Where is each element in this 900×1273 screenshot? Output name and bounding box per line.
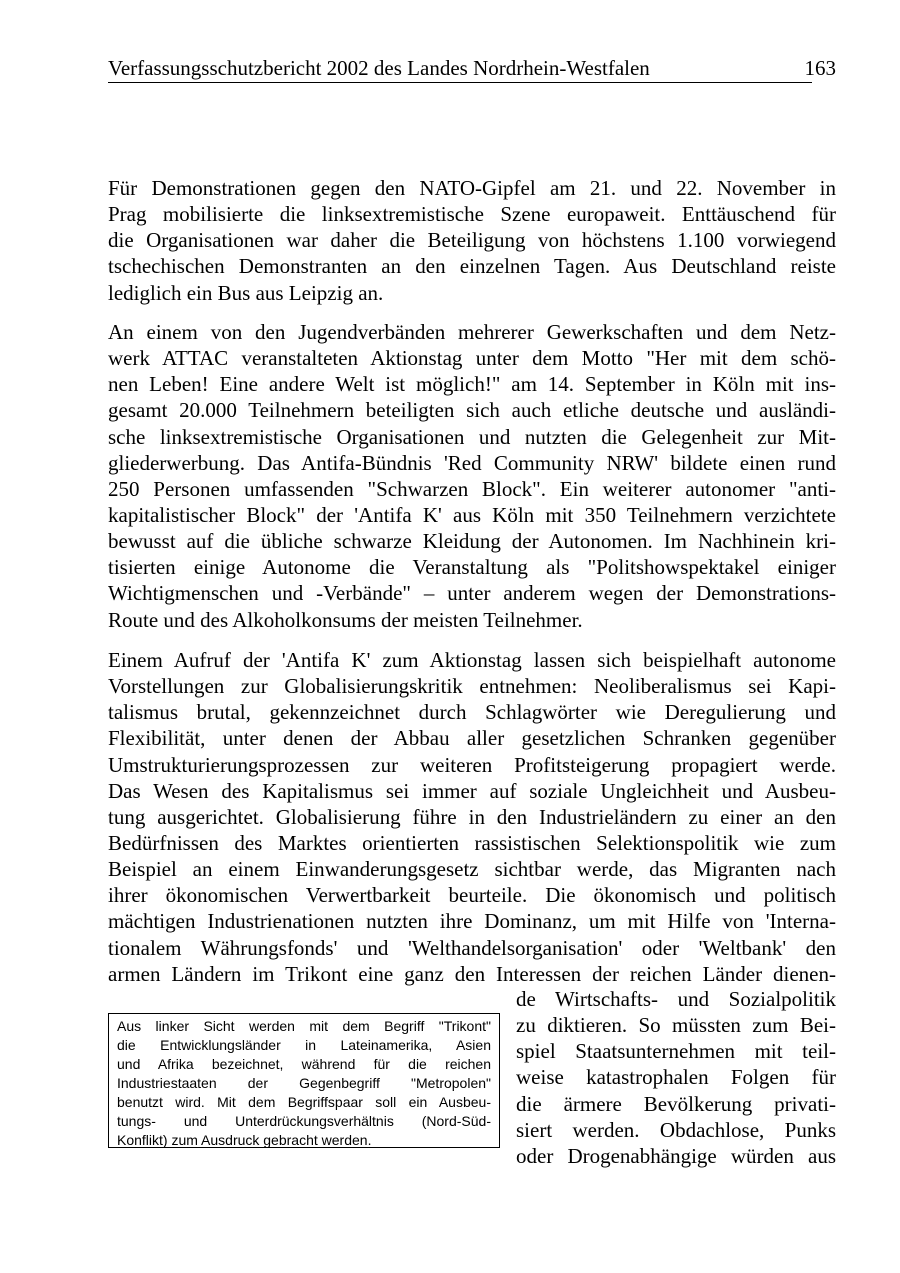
note-line: tungs- und Unterdrückungsverhältnis (Nord-Süd- xyxy=(117,1113,491,1129)
note-line: und Afrika bezeichnet, während für die reichen xyxy=(117,1056,491,1072)
text-line: Das Wesen des Kapitalismus sei immer auf soziale Ungleichheit und Ausbeu- xyxy=(108,778,836,803)
sidebar-note-trikont xyxy=(108,1013,500,1148)
note-line: Aus linker Sicht werden mit dem Begriff "Trikont" xyxy=(117,1018,491,1034)
text-line: Einem Aufruf der 'Antifa K' zum Aktionstag lassen sich beispielhaft autonome xyxy=(108,648,836,672)
text-line: Bedürfnissen des Marktes orientierten rassistischen Selektionspolitik wie zum xyxy=(108,830,836,855)
text-line: Für Demonstrationen gegen den NATO-Gipfel am 21. und 22. November in xyxy=(108,176,836,200)
text-line: die Organisationen war daher die Beteiligung von höchstens 1.100 vorwiegend xyxy=(108,228,836,253)
text-line: Route und des Alkoholkonsums der meisten Teilnehmer. xyxy=(108,607,583,632)
text-line: Vorstellungen zur Globalisierungskritik entnehmen: Neoliberalismus sei Kapi- xyxy=(108,674,836,699)
text-line: An einem von den Jugendverbänden mehrerer Gewerkschaften und dem Netz- xyxy=(108,320,836,344)
text-line: Prag mobilisierte die linksextremistische Szene europaweit. Enttäuschend für xyxy=(108,202,836,227)
text-line: zu diktieren. So müssten zum Bei- xyxy=(516,1013,836,1038)
text-line: tung ausgerichtet. Globalisierung führe in den Industrieländern zu einer an den xyxy=(108,804,836,829)
text-line: de Wirtschafts- und Sozialpolitik xyxy=(516,987,836,1011)
paragraph-action-day xyxy=(108,319,836,633)
text-line: die ärmere Bevölkerung privati- xyxy=(516,1091,836,1116)
text-line: tschechischen Demonstranten an den einzelnen Tagen. Aus Deutschland reiste xyxy=(108,254,836,279)
text-line: Beispiel an einem Einwanderungsgesetz sichtbar werde, das Migranten nach xyxy=(108,857,836,882)
text-line: armen Ländern im Trikont eine ganz den Interessen der reichen Länder dienen- xyxy=(108,961,836,986)
header-rule xyxy=(108,82,812,83)
text-line: siert werden. Obdachlose, Punks xyxy=(516,1117,836,1142)
note-line: benutzt wird. Mit dem Begriffspaar soll ein Ausbeu- xyxy=(117,1094,491,1110)
paragraph-antifa-call xyxy=(108,647,836,987)
text-line: werk ATTAC veranstalteten Aktionstag unter dem Motto "Her mit dem schö- xyxy=(108,346,836,371)
text-line: oder Drogenabhängige würden aus xyxy=(516,1143,836,1168)
text-line: Umstrukturierungsprozessen zur weiteren Profitsteigerung propagiert werde. xyxy=(108,752,836,777)
header-title: Verfassungsschutzbericht 2002 des Landes Nordrhein-Westfalen xyxy=(108,56,650,80)
paragraph-nato-summit xyxy=(108,175,836,306)
text-line: mächtigen Industrienationen nutzten ihre Dominanz, um mit Hilfe von 'Interna- xyxy=(108,909,836,934)
note-line: die Entwicklungsländer in Lateinamerika, Asien xyxy=(117,1037,491,1053)
text-line: ihrer ökonomischen Verwertbarkeit beurteile. Die ökonomisch und politisch xyxy=(108,883,836,908)
text-line: 250 Personen umfassenden "Schwarzen Block". Ein weiterer autonomer "anti- xyxy=(108,476,836,501)
text-line: Flexibilität, unter denen der Abbau aller gesetzlichen Schranken gegenüber xyxy=(108,726,836,751)
text-line: talismus brutal, gekennzeichnet durch Schlagwörter wie Deregulierung und xyxy=(108,700,836,725)
text-line: bewusst auf die übliche schwarze Kleidung der Autonomen. Im Nachhinein kri- xyxy=(108,529,836,554)
text-line: kapitalistischer Block" der 'Antifa K' aus Köln mit 350 Teilnehmern verzichtete xyxy=(108,502,836,527)
note-line: Industriestaaten der Gegenbegriff "Metropolen" xyxy=(117,1075,491,1091)
text-line: Wichtigmenschen und -Verbände" – unter anderem wegen der Demonstrations- xyxy=(108,581,836,606)
text-line: gesamt 20.000 Teilnehmern beteiligten sich auch etliche deutsche und ausländi- xyxy=(108,398,836,423)
page-number: 163 xyxy=(804,56,836,80)
note-line: Konflikt) zum Ausdruck gebracht werden. xyxy=(117,1132,372,1148)
text-line: nen Leben! Eine andere Welt ist möglich!" am 14. September in Köln mit ins- xyxy=(108,372,836,397)
paragraph-antifa-call-continued xyxy=(516,986,836,1169)
text-line: gliederwerbung. Das Antifa-Bündnis 'Red Community NRW' bildete einen rund xyxy=(108,450,836,475)
text-line: tionalem Währungsfonds' und 'Welthandelsorganisation' oder 'Weltbank' den xyxy=(108,935,836,960)
text-line: tisierten einige Autonome die Veranstaltung als "Politshowspektakel einiger xyxy=(108,555,836,580)
text-line: spiel Staatsunternehmen mit teil- xyxy=(516,1039,836,1064)
text-line: weise katastrophalen Folgen für xyxy=(516,1065,836,1090)
running-header xyxy=(108,55,836,83)
text-line: sche linksextremistische Organisationen und nutzten die Gelegenheit zur Mit- xyxy=(108,424,836,449)
text-line: lediglich ein Bus aus Leipzig an. xyxy=(108,280,384,305)
